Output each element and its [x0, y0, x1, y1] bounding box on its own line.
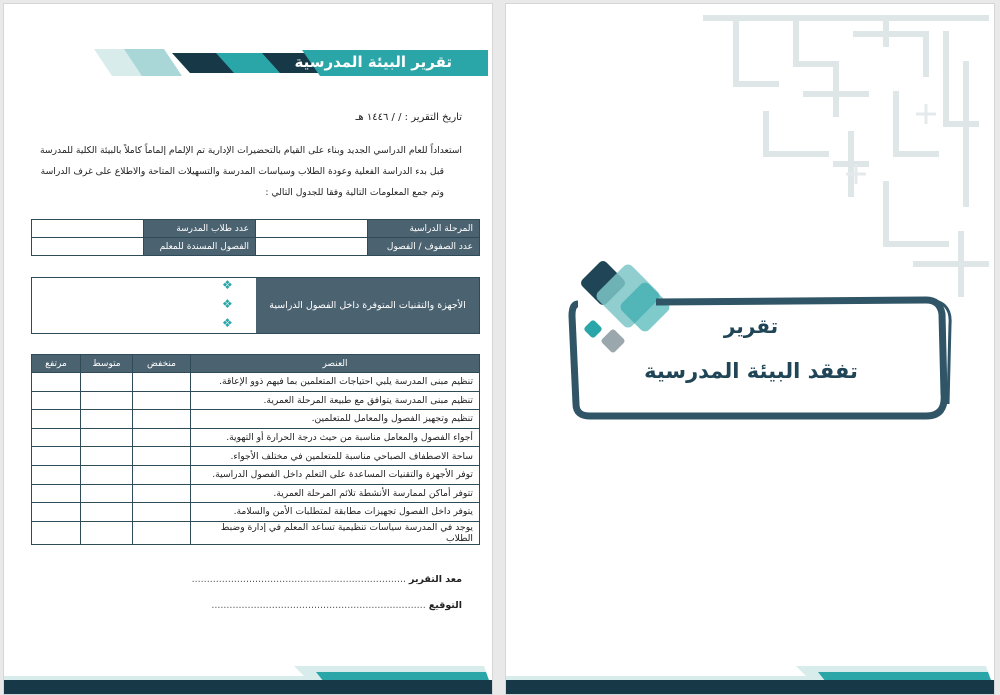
rating-cell[interactable] [32, 391, 81, 410]
criterion-text: توفر الأجهزة والتقنيات المساعدة على التعلم داخل الفصول الدراسية. [191, 465, 480, 484]
header-element: العنصر [191, 355, 480, 373]
criterion-text: أجواء الفصول والمعامل مناسبة من حيث درجة الحرارة أو التهوية. [191, 428, 480, 447]
rating-cell[interactable] [81, 410, 133, 429]
rating-cell[interactable] [81, 391, 133, 410]
classes-label: عدد الصفوف / الفصول [368, 238, 480, 256]
rating-cell[interactable] [81, 373, 133, 392]
criterion-text: يتوفر داخل الفصول تجهيزات مطابقة لمتطلبات الأمن والسلامة. [191, 503, 480, 522]
rating-cell[interactable] [81, 428, 133, 447]
table-row [32, 484, 480, 503]
rating-cell[interactable] [133, 391, 191, 410]
bullet-icon: ❖ [222, 278, 233, 292]
cover-line-2: تفقد البيئة المدرسية [644, 359, 858, 383]
students-value[interactable] [32, 220, 144, 238]
rating-cell[interactable] [81, 521, 133, 544]
rating-cell[interactable] [32, 465, 81, 484]
table-row [32, 410, 480, 429]
rating-cell[interactable] [32, 428, 81, 447]
preparer-label: معد التقرير [409, 574, 462, 585]
rating-cell[interactable] [81, 503, 133, 522]
table-row [32, 391, 480, 410]
header-low: منخفض [133, 355, 191, 373]
criterion-text: ساحة الاصطفاف الصباحي مناسبة للمتعلمين في مختلف الأجواء. [191, 447, 480, 466]
criterion-text: تنظيم مبنى المدرسة يلبي احتياجات المتعلمين بما فيهم ذوو الإعاقة. [191, 373, 480, 392]
rating-cell[interactable] [133, 484, 191, 503]
preparer-dots: ....................................................................... [191, 574, 406, 585]
criteria-table [31, 354, 480, 545]
table-row [32, 521, 480, 544]
cover-line-1: تقرير [723, 314, 779, 338]
rating-cell[interactable] [81, 484, 133, 503]
teacher-classes-label: الفصول المسندة للمعلم [144, 238, 256, 256]
school-info-table [31, 219, 480, 256]
bullet-icon: ❖ [222, 297, 233, 311]
rating-cell[interactable] [133, 521, 191, 544]
table-row [32, 238, 480, 256]
table-header-row [32, 355, 480, 373]
signature-label: التوقيع [428, 600, 462, 611]
rating-cell[interactable] [32, 503, 81, 522]
criterion-text: تنظيم مبنى المدرسة يتوافق مع طبيعة المرحلة العمرية. [191, 391, 480, 410]
bullet-icon: ❖ [222, 316, 233, 330]
students-label: عدد طلاب المدرسة [144, 220, 256, 238]
rating-cell[interactable] [133, 465, 191, 484]
header-high: مرتفع [32, 355, 81, 373]
report-title: تقرير البيئة المدرسية [294, 53, 452, 71]
rating-cell[interactable] [81, 447, 133, 466]
stage-value[interactable] [256, 220, 368, 238]
signature-dots: ....................................................................... [211, 600, 426, 611]
table-row [32, 220, 480, 238]
intro-paragraph [22, 140, 462, 203]
header-medium: متوسط [81, 355, 133, 373]
stage-label: المرحلة الدراسية [368, 220, 480, 238]
rating-cell[interactable] [133, 503, 191, 522]
report-page [3, 3, 493, 695]
preparer-line[interactable] [192, 574, 462, 585]
table-row [32, 503, 480, 522]
rating-cell[interactable] [32, 410, 81, 429]
criterion-text: تنظيم وتجهيز الفصول والمعامل للمتعلمين. [191, 410, 480, 429]
rating-cell[interactable] [32, 373, 81, 392]
table-row [32, 465, 480, 484]
rating-cell[interactable] [32, 484, 81, 503]
rating-cell[interactable] [32, 521, 81, 544]
footer-ribbon [4, 662, 493, 694]
cover-frame [506, 254, 995, 454]
equipment-list[interactable] [32, 278, 256, 333]
table-row [32, 373, 480, 392]
rating-cell[interactable] [81, 465, 133, 484]
classes-value[interactable] [256, 238, 368, 256]
rating-cell[interactable] [133, 447, 191, 466]
report-date: تاريخ التقرير : / / ١٤٤٦ هـ [355, 112, 462, 123]
equipment-label: الأجهزة والتقنيات المتوفرة داخل الفصول الدراسية [256, 278, 479, 333]
intro-line: وتم جمع المعلومات التالية وفقا للجدول التالي : [265, 187, 444, 198]
rating-cell[interactable] [133, 428, 191, 447]
teacher-classes-value[interactable] [32, 238, 144, 256]
cover-page [505, 3, 995, 695]
intro-line: قبل بدء الدراسة الفعلية وعودة الطلاب وسياسات المدرسة والتسهيلات المتاحة والاطلاع على غرف الدراسة [40, 166, 444, 177]
rating-cell[interactable] [32, 447, 81, 466]
table-row [32, 447, 480, 466]
equipment-box [31, 277, 480, 334]
footer-ribbon [506, 662, 995, 694]
rating-cell[interactable] [133, 410, 191, 429]
signature-line[interactable] [211, 600, 462, 611]
rating-cell[interactable] [133, 373, 191, 392]
intro-line: استعداداً للعام الدراسي الجديد وبناء على القيام بالتحضيرات الإدارية تم الإلمام إلماماً كاملاً بالبيئة الكلية للمدرسة [39, 145, 462, 156]
criterion-text: يوجد في المدرسة سياسات تنظيمية تساعد المعلم في إدارة وضبط الطلاب [191, 521, 480, 544]
table-row [32, 428, 480, 447]
criterion-text: تتوفر أماكن لممارسة الأنشطة تلائم المرحلة العمرية. [191, 484, 480, 503]
